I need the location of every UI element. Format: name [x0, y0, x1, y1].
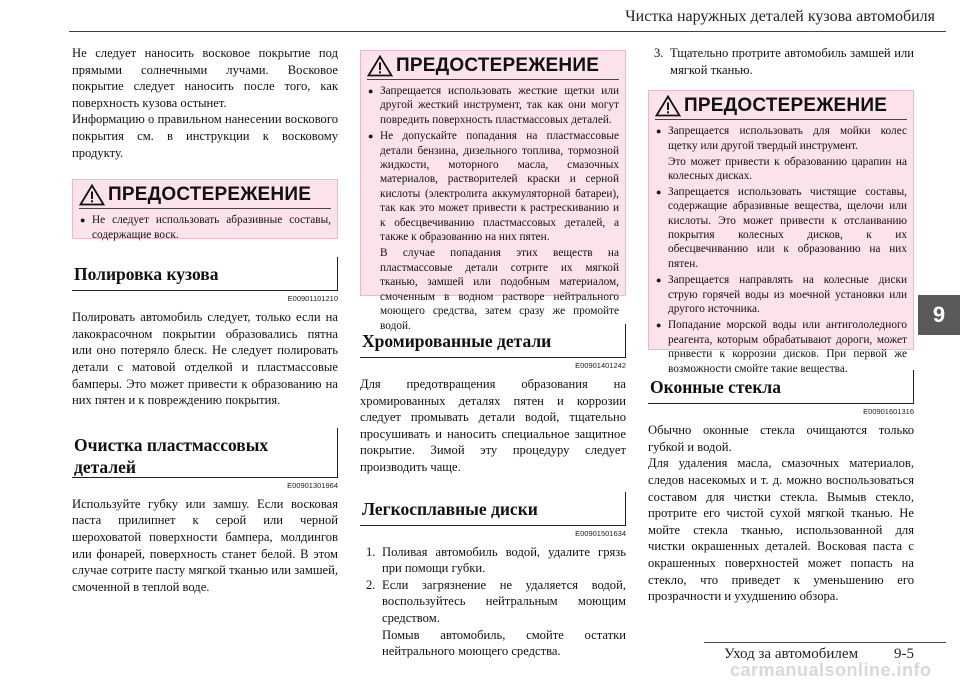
warning-box-wheels [648, 90, 914, 375]
intro-paragraph-2: Информацию о правильном нанесении воскового покрытия см. в инструкции к восковому продукту. [72, 112, 338, 160]
step-2 [360, 577, 626, 627]
section-heading-line-2: деталей [74, 456, 137, 477]
warning-header [655, 95, 907, 120]
windows-paragraph-1: Обычно оконные стекла очищаются только губкой и водой. [648, 423, 914, 454]
step-2-continuation: Помыв автомобиль, смойте остатки нейтрального моющего средства. [382, 627, 626, 659]
section-heading-chrome: Хромированные детали [360, 324, 626, 358]
warning-box-plastic [360, 50, 626, 332]
chrome-paragraph: Для предотвращения образования на хромированных деталях пятен и коррозии следует промывать детали водой, тщательно просушивать и наносить специальное защитное покрытие. Зимой эту процедуру следует производить чаще. [360, 377, 626, 474]
page-number: 9-5 [894, 646, 914, 662]
warning-bullet: ● Запрещается использовать жесткие щетки или другой жесткий инструмент, так как они могут повредить поверхность пластмассовых деталей. [367, 84, 619, 127]
section-code: E00901601316 [863, 407, 914, 417]
section-heading-alloy-wheels: Легкосплавные диски [360, 492, 626, 526]
section-heading-windows: Оконные стекла [648, 370, 914, 404]
footer-section-name: Уход за автомобилем [724, 646, 859, 662]
warning-title: ПРЕДОСТЕРЕЖЕНИЕ [396, 55, 600, 76]
warning-triangle-icon [79, 184, 105, 206]
step-number: 1. [366, 544, 376, 559]
warning-bullet-continuation: Это может привести к образованию царапин на колесных дисках. [668, 156, 907, 183]
step-number: 2. [366, 577, 376, 592]
step-number: 3. [654, 46, 664, 60]
warning-bullet: ● Запрещается использовать для мойки колес щетку или другой твердый инструмент. [655, 124, 907, 153]
running-header-title: Чистка наружных деталей кузова автомобиля [625, 8, 935, 25]
warning-title: ПРЕДОСТЕРЕЖЕНИЕ [684, 95, 888, 117]
warning-bullet: ● Не следует использовать абразивные составы, содержащие воск. [79, 213, 331, 242]
step-text: Поливая автомобиль водой, удалите грязь при помощи губки. [382, 544, 626, 576]
plastic-paragraph: Используйте губку или замшу. Если восковая паста прилипнет к серой или черной шероховатой поверхности бампера, молдингов или фонарей, поверхность станет белой. В этом случае сотрите пасту мягкой тканью или замшей, смоченной в теплой воде. [72, 496, 338, 594]
section-code: E00901101210 [287, 294, 338, 304]
warning-bullet-continuation: В случае попадания этих веществ на пластмассовые детали сотрите их мягкой тканью, замшей или подобным материалом, смоченным в водном растворе нейтрального моющего средства, затем сразу же промойте водой. [380, 247, 619, 332]
warning-triangle-icon [655, 95, 681, 117]
warning-header [367, 55, 619, 80]
step-3 [648, 45, 914, 78]
warning-header [79, 184, 331, 209]
section-code: E00901301964 [287, 480, 338, 490]
column-2 [360, 50, 626, 660]
step-1 [360, 544, 626, 577]
section-code: E00901401242 [575, 361, 626, 370]
header-divider [69, 31, 946, 32]
section-heading-polishing: Полировка кузова [72, 257, 338, 291]
section-heading-plastic [72, 428, 338, 478]
warning-bullet: ● Запрещается использовать чистящие составы, содержащие абразивные вещества, щелочи или кислоты. Это может привести к отслаиванию покрытия колесных дисков, к их обесцвечиванию или к образованию на них пятен. [655, 185, 907, 271]
windows-paragraph-2: Для удаления масла, смазочных материалов, следов насекомых и т. д. можно воспользоваться составом для чистки стекла. Вымыв стекло, протрите его чистой сухой мягкой тканью. Не мойте стекла тканью, использованной для чистки окрашенных деталей. Восковая паста с окрашенных поверхностей может попасть на стекло, что приведет к уменьшению его прозрачности и ухудшению обзора. [648, 456, 914, 604]
warning-triangle-icon [367, 55, 393, 77]
footer-divider [704, 642, 946, 643]
section-code: E00901501634 [575, 528, 626, 538]
warning-bullet: ● Попадание морской воды или антигололедного реагента, которым обрабатывают дороги, может привести к коррозии дисков. При первой же возможности смойте такие вещества. [655, 318, 907, 376]
intro-paragraph-1: Не следует наносить восковое покрытие под прямыми солнечными лучами. Восковое покрытие следует наносить после того, как поверхность кузова остынет. [72, 46, 338, 110]
polishing-paragraph: Полировать автомобиль следует, только если на лакокрасочном покрытии образовались пятна или оно потеряло блеск. Не следует полировать детали с матовой отделкой и пластмассовые бамперы. Это может привести к образованию на них пятен и к повреждению покрытия. [72, 310, 338, 408]
warning-box-wax [72, 179, 338, 239]
section-heading-line-1: Очистка пластмассовых [74, 434, 269, 455]
warning-title: ПРЕДОСТЕРЕЖЕНИЕ [108, 184, 312, 206]
warning-bullet: ● Не допускайте попадания на пластмассовые детали бензина, дизельного топлива, тормозной жидкости, моторного масла, смазочных материалов, растворителей краски и серной кислоты (электролита аккумуляторной батареи), так как это может привести к растрескиванию и к обесцвечиванию пластмассовых деталей, а также к образованию на них пятен. [367, 129, 619, 244]
chapter-tab: 9 [918, 295, 960, 335]
warning-bullet: ● Запрещается направлять на колесные диски струю горячей воды из моечной установки или другого источника. [655, 273, 907, 316]
step-text: Тщательно протрите автомобиль замшей или мягкой тканью. [670, 46, 914, 77]
watermark: carmanualsonline.info [730, 660, 932, 680]
step-text: Если загрязнение не удаляется водой, воспользуйтесь нейтральным моющим средством. [382, 577, 626, 625]
column-3 [648, 45, 914, 605]
column-1 [72, 45, 338, 595]
